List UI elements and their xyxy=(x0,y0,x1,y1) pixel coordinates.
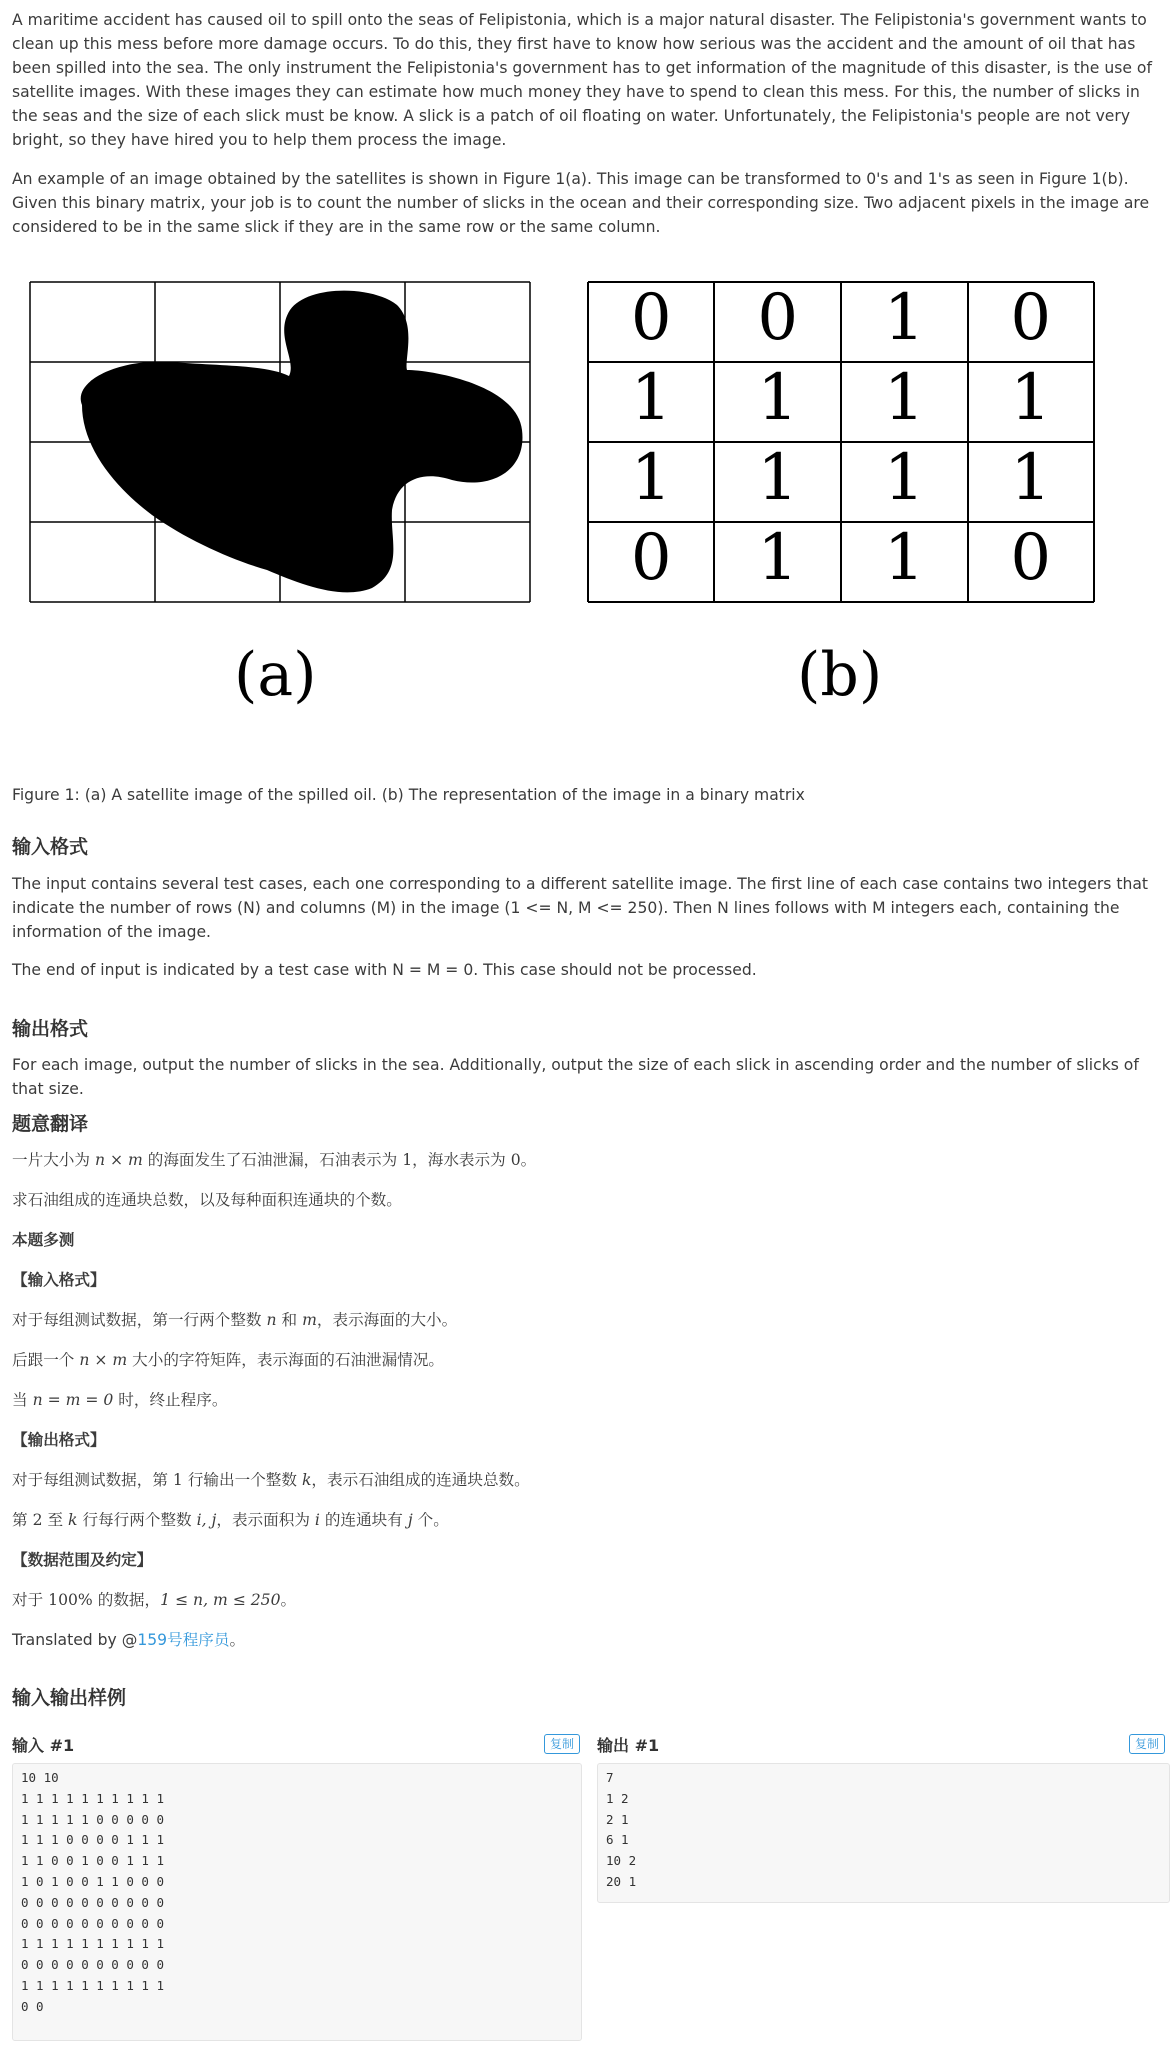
matrix-cell: 1 xyxy=(883,521,925,595)
translation-line-6: 后跟一个 n × m 大小的字符矩阵，表示海面的石油泄漏情况。 xyxy=(12,1351,445,1369)
figure-label-a: (a) xyxy=(234,640,317,710)
copy-output-button[interactable]: 复制 xyxy=(1129,1734,1165,1754)
code-line: 0 0 xyxy=(21,1998,44,2014)
translation-line-7: 当 n = m = 0 时，终止程序。 xyxy=(12,1391,228,1409)
matrix-cell: 1 xyxy=(630,361,672,435)
matrix-cell: 1 xyxy=(757,441,799,515)
translation-line-1: 一片大小为 n × m 的海面发生了石油泄漏，石油表示为 1，海水表示为 0。 xyxy=(12,1151,537,1169)
translator-credit: Translated by @159号程序员。 xyxy=(12,1631,246,1649)
figure-label-b: (b) xyxy=(797,640,883,710)
code-line: 1 1 1 1 1 1 1 1 1 1 xyxy=(21,1790,164,1806)
figure-1 xyxy=(12,270,1172,750)
input-format-paragraph-1: The input contains several test cases, each one corresponding to a different satellite image. The first line of each case contains two integers that indicate the number of rows (N) and columns (M) in the image (1 <= N, M <= 250). Then N lines follows with M integers each, containing the information of the image. xyxy=(12,875,1149,941)
code-line: 0 0 0 0 0 0 0 0 0 0 xyxy=(21,1915,164,1931)
matrix-cell: 1 xyxy=(630,441,672,515)
matrix-cell: 0 xyxy=(757,281,799,355)
code-line: 2 1 xyxy=(606,1811,629,1827)
figure-caption: Figure 1: (a) A satellite image of the spilled oil. (b) The representation of the image in a binary matrix xyxy=(12,786,805,804)
code-line: 6 1 xyxy=(606,1832,629,1848)
copy-input-button[interactable]: 复制 xyxy=(544,1734,580,1754)
translation-output-format-label: 【输出格式】 xyxy=(12,1431,106,1449)
code-line: 1 1 1 1 1 1 1 1 1 1 xyxy=(21,1977,164,1993)
translation-data-range-label: 【数据范围及约定】 xyxy=(12,1551,153,1569)
matrix-cell: 1 xyxy=(1010,441,1052,515)
matrix-cell: 1 xyxy=(883,361,925,435)
description-paragraph-1: A maritime accident has caused oil to spill onto the seas of Felipistonia, which is a major natural disaster. The Felipistonia's government wants to clean up this mess before more damage occurs. To do this, they first have to know how serious was the accident and the amount of oil that has been spilled into the sea. The only instrument the Felipistonia's government has to get information of the magnitude of this disaster, is the use of satellite images. With these images they can estimate how much money they have to spend to clean this mess. For this, the number of slicks in the seas and the size of each slick must be know. A slick is a patch of oil floating on water. Unfortunately, the Felipistonia's people are not very bright, so they have hired you to help them process the image. xyxy=(12,11,1152,149)
matrix-cell: 1 xyxy=(883,441,925,515)
translation-heading: 题意翻译 xyxy=(12,1113,89,1135)
sample-output-label: 输出 #1 xyxy=(597,1736,660,1755)
matrix-cell: 1 xyxy=(1010,361,1052,435)
translation-line-3: 本题多测 xyxy=(12,1231,75,1249)
matrix-cell: 1 xyxy=(883,281,925,355)
oil-slick-shape xyxy=(81,291,523,593)
translation-line-2: 求石油组成的连通块总数，以及每种面积连通块的个数。 xyxy=(12,1191,402,1209)
translation-line-9: 对于每组测试数据，第 1 行输出一个整数 k，表示石油组成的连通块总数。 xyxy=(12,1471,530,1489)
satellite-image xyxy=(12,270,542,690)
translation-line-5: 对于每组测试数据，第一行两个整数 n 和 m，表示海面的大小。 xyxy=(12,1311,458,1329)
matrix-cell: 0 xyxy=(1010,521,1052,595)
translation-line-12: 对于 100% 的数据，1 ≤ n, m ≤ 250。 xyxy=(12,1591,297,1609)
sample-input-box xyxy=(12,1763,582,2041)
translation-line-10: 第 2 至 k 行每行两个整数 i, j，表示面积为 i 的连通块有 j 个。 xyxy=(12,1511,449,1529)
code-line: 10 2 xyxy=(606,1853,637,1869)
code-line: 1 1 1 0 0 0 0 1 1 1 xyxy=(21,1832,164,1848)
code-line: 10 10 xyxy=(21,1770,59,1785)
code-line: 0 0 0 0 0 0 0 0 0 0 xyxy=(21,1957,164,1973)
output-format-heading: 输出格式 xyxy=(12,1018,89,1040)
matrix-cell: 0 xyxy=(1010,281,1052,355)
sample-input-label: 输入 #1 xyxy=(12,1736,75,1755)
translator-link[interactable]: 159号程序员 xyxy=(137,1631,230,1649)
code-line: 1 1 1 1 1 0 0 0 0 0 xyxy=(21,1811,164,1827)
sample-output-box xyxy=(597,1763,1170,1903)
matrix-cell: 1 xyxy=(757,361,799,435)
samples-heading: 输入输出样例 xyxy=(12,1687,127,1709)
output-format-paragraph: For each image, output the number of slicks in the sea. Additionally, output the size of each slick in ascending order and the number of slicks of that size. xyxy=(12,1056,1139,1098)
matrix-cell: 0 xyxy=(630,281,672,355)
code-line: 7 xyxy=(606,1770,614,1785)
code-line: 1 1 1 1 1 1 1 1 1 1 xyxy=(21,1936,164,1952)
translation-input-format-label: 【输入格式】 xyxy=(12,1271,106,1289)
code-line: 20 1 xyxy=(606,1873,637,1889)
code-line: 1 1 0 0 1 0 0 1 1 1 xyxy=(21,1853,164,1869)
input-format-heading: 输入格式 xyxy=(12,836,89,858)
input-format-paragraph-2: The end of input is indicated by a test case with N = M = 0. This case should not be processed. xyxy=(12,961,757,979)
matrix-cell: 1 xyxy=(757,521,799,595)
description-paragraph-2: An example of an image obtained by the satellites is shown in Figure 1(a). This image can be transformed to 0's and 1's as seen in Figure 1(b). Given this binary matrix, your job is to count the number of slicks in the ocean and their corresponding size. Two adjacent pixels in the image are considered to be in the same slick if they are in the same row or the same column. xyxy=(12,170,1150,236)
code-line: 1 2 xyxy=(606,1790,629,1806)
code-line: 1 0 1 0 0 1 1 0 0 0 xyxy=(21,1873,164,1889)
matrix-cell: 0 xyxy=(630,521,672,595)
code-line: 0 0 0 0 0 0 0 0 0 0 xyxy=(21,1894,164,1910)
